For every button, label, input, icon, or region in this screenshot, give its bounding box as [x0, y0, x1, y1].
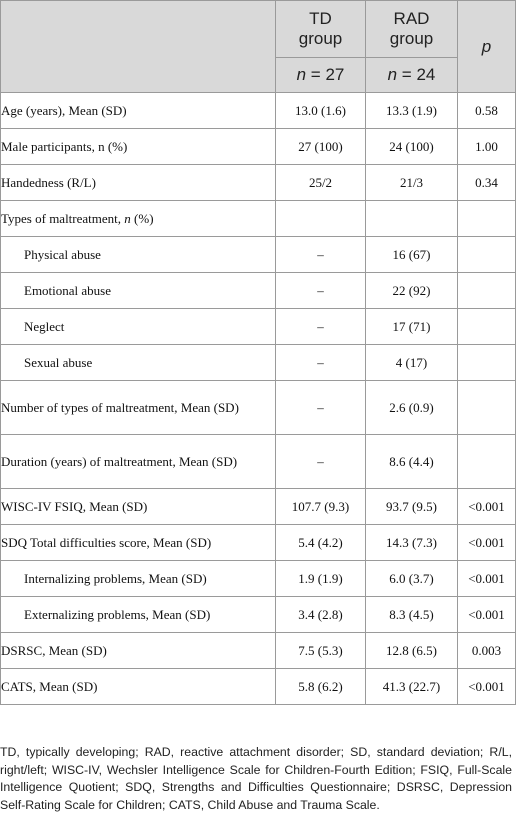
rad-value: 12.8 (6.5) — [366, 633, 458, 669]
table-row-age — [1, 93, 516, 129]
table-header — [1, 1, 516, 93]
rad-value: 21/3 — [366, 165, 458, 201]
rad-value: 22 (92) — [366, 273, 458, 309]
td-group-header — [276, 1, 366, 58]
table-row-physical-abuse — [1, 237, 516, 273]
td-value: 27 (100) — [276, 129, 366, 165]
rad-value: 14.3 (7.3) — [366, 525, 458, 561]
row-label-pre: Types of maltreatment, — [1, 211, 125, 226]
row-label-post: (%) — [130, 211, 154, 226]
table-row-number-of-types — [1, 381, 516, 435]
row-label: Neglect — [1, 309, 276, 345]
p-value: <0.001 — [458, 597, 516, 633]
td-value: – — [276, 237, 366, 273]
rad-value: 16 (67) — [366, 237, 458, 273]
row-label: Age (years), Mean (SD) — [1, 93, 276, 129]
td-value: 5.8 (6.2) — [276, 669, 366, 705]
rad-n-var: n — [387, 65, 398, 84]
table-row-male — [1, 129, 516, 165]
table-row-maltreatment-types — [1, 201, 516, 237]
row-label: Number of types of maltreatment, Mean (SD) — [1, 381, 276, 435]
table-row-wisc — [1, 489, 516, 525]
table-row-emotional-abuse — [1, 273, 516, 309]
td-value: 25/2 — [276, 165, 366, 201]
td-value: 13.0 (1.6) — [276, 93, 366, 129]
p-value: 0.58 — [458, 93, 516, 129]
rad-value: 13.3 (1.9) — [366, 93, 458, 129]
td-n-value: = 27 — [306, 65, 345, 84]
td-value: 3.4 (2.8) — [276, 597, 366, 633]
table-row-sexual-abuse — [1, 345, 516, 381]
row-label — [1, 201, 276, 237]
td-value: – — [276, 435, 366, 489]
rad-value: 6.0 (3.7) — [366, 561, 458, 597]
row-label: Handedness (R/L) — [1, 165, 276, 201]
row-label: CATS, Mean (SD) — [1, 669, 276, 705]
td-group-line2: group — [298, 29, 343, 48]
row-label-var: n — [124, 211, 131, 226]
td-value: 7.5 (5.3) — [276, 633, 366, 669]
table-row-dsrsc — [1, 633, 516, 669]
row-label: SDQ Total difficulties score, Mean (SD) — [1, 525, 276, 561]
rad-group-header — [366, 1, 458, 58]
row-label: WISC-IV FSIQ, Mean (SD) — [1, 489, 276, 525]
p-value — [458, 237, 516, 273]
p-value — [458, 435, 516, 489]
p-value: 1.00 — [458, 129, 516, 165]
table-row-handedness — [1, 165, 516, 201]
p-value: 0.003 — [458, 633, 516, 669]
p-value: <0.001 — [458, 525, 516, 561]
table-body — [1, 93, 516, 705]
p-value-header — [458, 1, 516, 93]
p-value: <0.001 — [458, 489, 516, 525]
table-row-neglect — [1, 309, 516, 345]
header-row-groups — [1, 1, 516, 58]
p-value — [458, 345, 516, 381]
rad-value: 4 (17) — [366, 345, 458, 381]
row-label: Duration (years) of maltreatment, Mean (SD) — [1, 435, 276, 489]
td-value: 1.9 (1.9) — [276, 561, 366, 597]
p-value — [458, 273, 516, 309]
rad-value: 8.3 (4.5) — [366, 597, 458, 633]
td-value: – — [276, 309, 366, 345]
p-label: p — [481, 36, 492, 56]
header-blank-cell — [1, 1, 276, 93]
table-row-duration — [1, 435, 516, 489]
rad-value — [366, 201, 458, 237]
rad-value: 24 (100) — [366, 129, 458, 165]
td-value — [276, 201, 366, 237]
p-value — [458, 309, 516, 345]
td-value: – — [276, 345, 366, 381]
td-group-line1: TD — [309, 9, 332, 28]
rad-group-line2: group — [389, 29, 434, 48]
row-label: Physical abuse — [1, 237, 276, 273]
rad-value: 8.6 (4.4) — [366, 435, 458, 489]
row-label: DSRSC, Mean (SD) — [1, 633, 276, 669]
p-value — [458, 381, 516, 435]
td-value: 5.4 (4.2) — [276, 525, 366, 561]
td-value: – — [276, 273, 366, 309]
row-label: Male participants, n (%) — [1, 129, 276, 165]
rad-n-header — [366, 58, 458, 93]
table-row-cats — [1, 669, 516, 705]
p-value: <0.001 — [458, 669, 516, 705]
row-label: Internalizing problems, Mean (SD) — [1, 561, 276, 597]
p-value: 0.34 — [458, 165, 516, 201]
td-value: – — [276, 381, 366, 435]
row-label: Externalizing problems, Mean (SD) — [1, 597, 276, 633]
row-label: Sexual abuse — [1, 345, 276, 381]
td-value: 107.7 (9.3) — [276, 489, 366, 525]
p-value — [458, 201, 516, 237]
rad-value: 2.6 (0.9) — [366, 381, 458, 435]
rad-value: 41.3 (22.7) — [366, 669, 458, 705]
rad-n-value: = 24 — [397, 65, 436, 84]
rad-group-line1: RAD — [393, 9, 430, 28]
td-n-var: n — [296, 65, 307, 84]
rad-value: 17 (71) — [366, 309, 458, 345]
td-n-header — [276, 58, 366, 93]
row-label: Emotional abuse — [1, 273, 276, 309]
table-row-externalizing — [1, 597, 516, 633]
rad-value: 93.7 (9.5) — [366, 489, 458, 525]
table-row-internalizing — [1, 561, 516, 597]
table-footnote: TD, typically developing; RAD, reactive attachment disorder; SD, standard deviation; R/L, right/left; WISC-IV, Wechsler Intelligence Scale for Children-Fourth Edition; FSIQ, Full-Scale Intelligence Quotient; SDQ, Strengths and Difficulties Questionnaire; DSRSC, Depression Self-Rating Scale for Children; CATS, Child Abuse and Trauma Scale. — [0, 745, 512, 812]
table-row-sdq-total — [1, 525, 516, 561]
p-value: <0.001 — [458, 561, 516, 597]
